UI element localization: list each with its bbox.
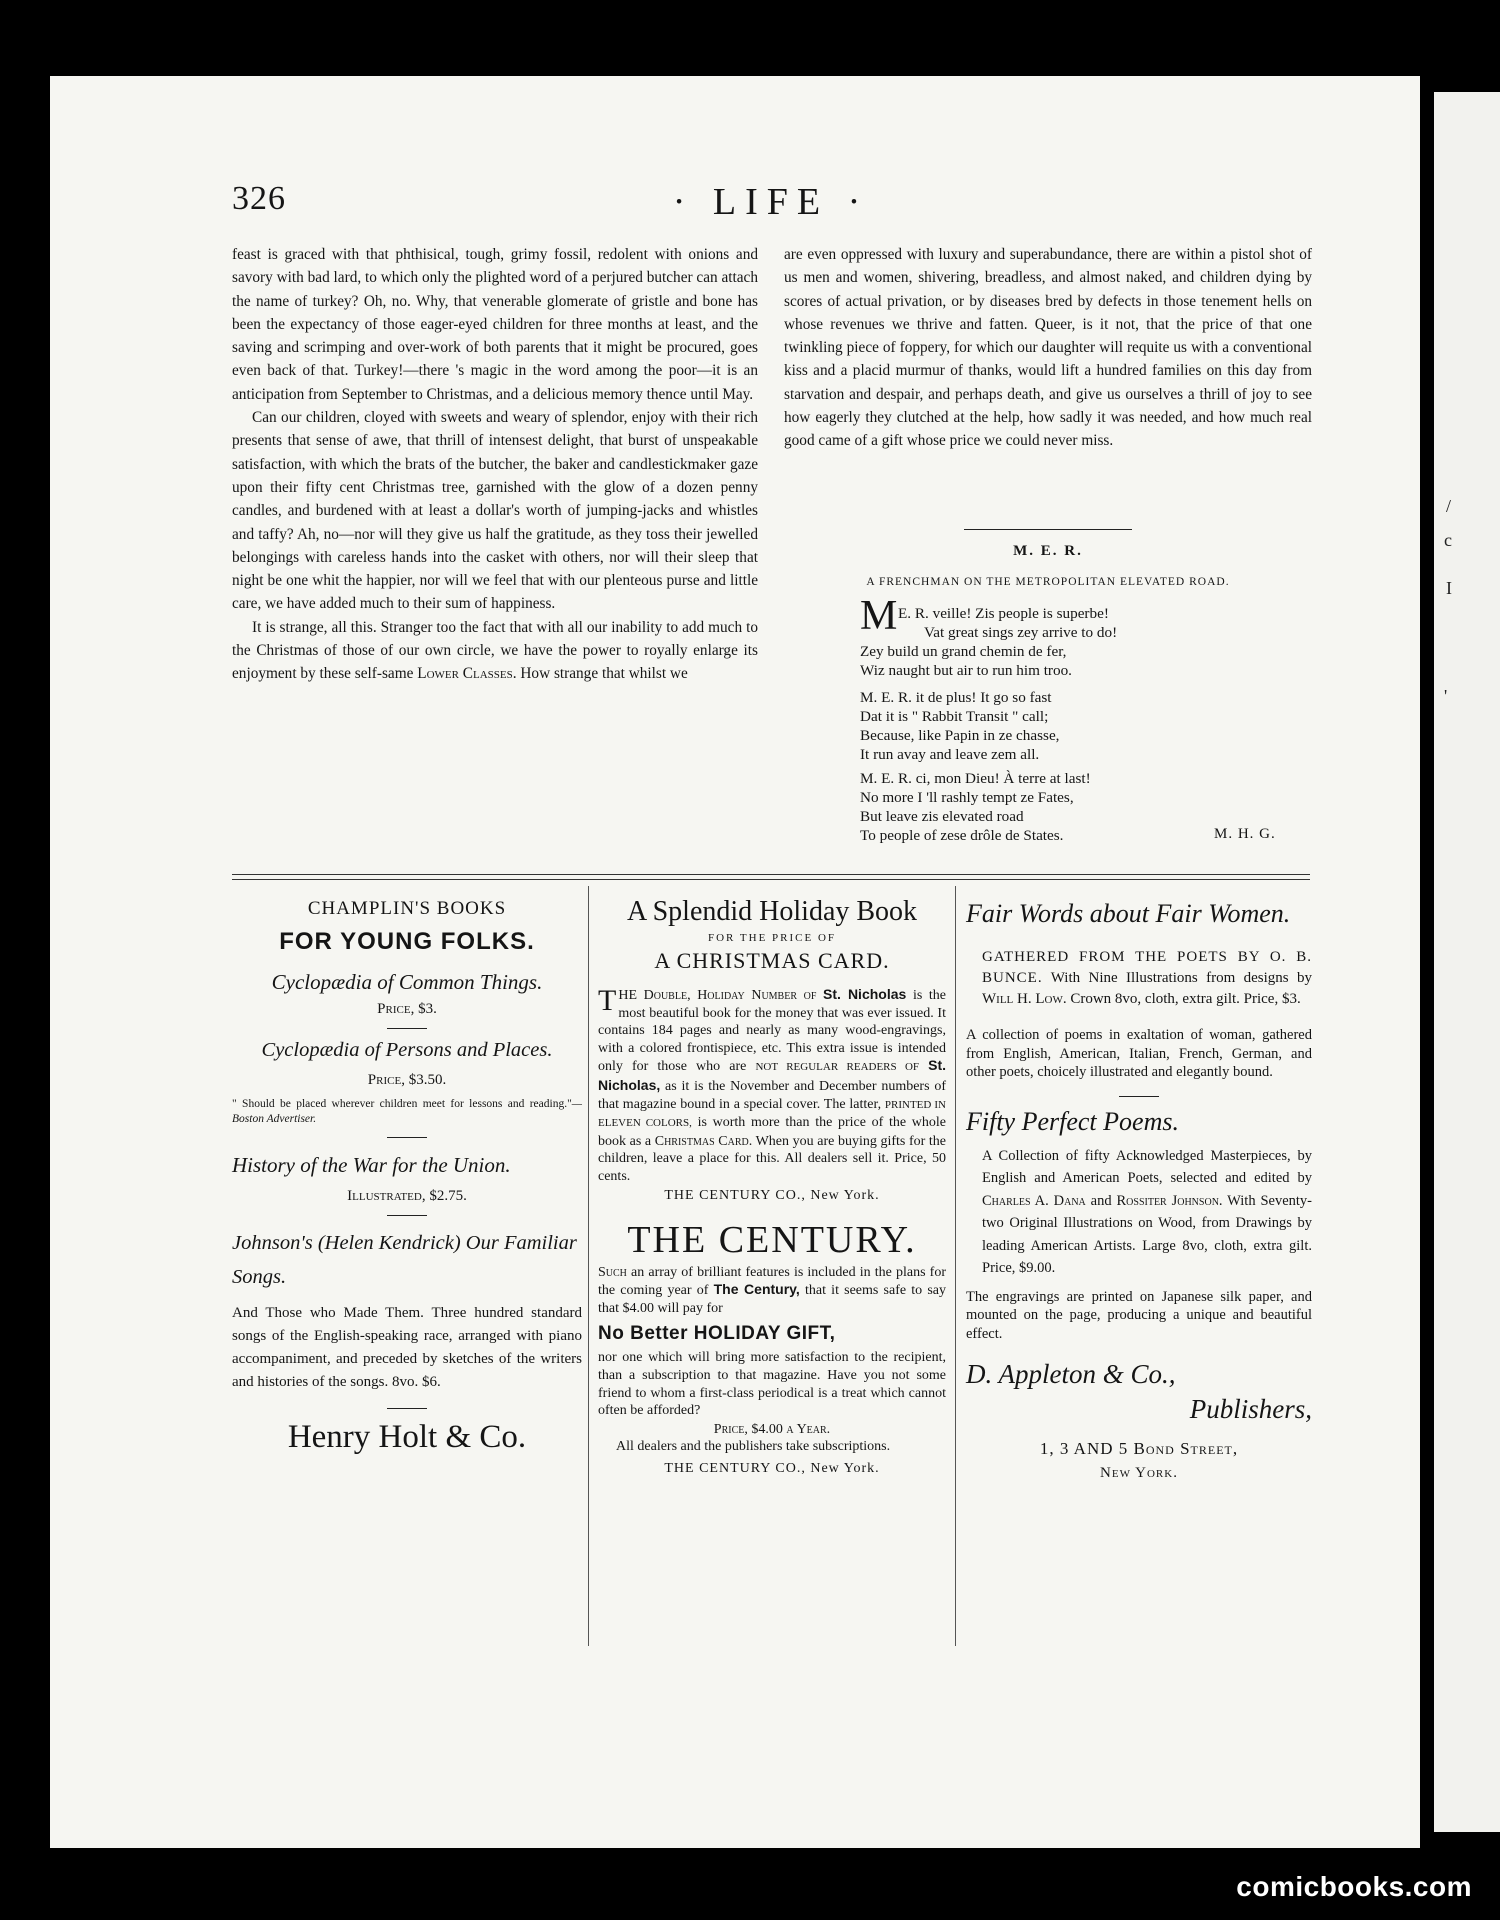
ad-body: Such an array of brilliant features is included in the plans for the coming year of The Century, that it seems safe to say that $4.00 will pay for	[598, 1264, 947, 1316]
book-description: GATHERED FROM THE POETS BY O. B. BUNCE. With Nine Illustrations from designs by Will H. Low. Crown 8vo, cloth, extra gilt. Price, $3.	[982, 949, 1313, 1007]
publisher-label: Publishers,	[1189, 1394, 1312, 1424]
publisher-city: New York.	[1100, 1465, 1178, 1481]
advertisement-appleton	[966, 896, 1312, 1482]
ad-big-title: THE CENTURY.	[627, 1218, 917, 1261]
small-rule	[1119, 1096, 1159, 1097]
book-price: Price, $3.	[377, 1001, 437, 1017]
paragraph: It is strange, all this. Stranger too the fact that with all our inability to add much to the Christmas of those of our own circle, we have the power to royally enlarge its enjoyment by these self-same Lower Classes. How strange that whilst we	[232, 618, 758, 683]
article-right-column	[784, 243, 1312, 453]
section-rule	[964, 529, 1132, 530]
ad-price: Price, $4.00 a Year.	[713, 1421, 831, 1437]
book-description: And Those who Made Them. Three hundred standard songs of the English-speaking race, arranged with piano accompaniment, and preceded by sketches of the writers and histories of the songs. 8vo. $6.	[232, 1305, 582, 1390]
publisher-name: D. Appleton & Co.,	[966, 1359, 1176, 1389]
column-divider	[955, 886, 956, 1646]
ad-heading: FOR YOUNG FOLKS.	[279, 928, 535, 955]
ad-heading: CHAMPLIN'S BOOKS	[307, 898, 507, 919]
book-description: A Collection of fifty Acknowledged Masterpieces, by English and American Poets, selected and edited by Charles A. Dana and Rossiter Johnson. With Seventy-two Original Illustrations on Wood, from Drawings by leading American Artists. Large 8vo, cloth, extra gilt. Price, $9.00.	[982, 1147, 1313, 1276]
poem-stanza: M. E. R. it de plus! It go so fast Dat it is " Rabbit Transit " call; Because, like Papin in ze chasse, It run avay and leave zem all.	[860, 689, 1060, 763]
book-title: Cyclopædia of Common Things.	[271, 970, 543, 994]
ad-subheading: FOR THE PRICE OF	[707, 932, 837, 944]
ad-headline: A Splendid Holiday Book	[626, 896, 918, 927]
book-price: Illustrated, $2.75.	[347, 1188, 467, 1204]
ad-subheading: A CHRISTMAS CARD.	[654, 948, 890, 973]
book-price: Price, $3.50.	[367, 1072, 447, 1088]
poem-signature: M. H. G.	[1214, 826, 1276, 842]
column-divider	[588, 886, 589, 1646]
next-page-edge: / c I '	[1434, 92, 1500, 1832]
ad-body: nor one which will bring more satisfaction to the recipient, than a subscription to that magazine. Have you not some friend to whom a first-class periodical is a treat which cannot often be afforded?	[598, 1350, 946, 1419]
small-rule	[387, 1215, 427, 1216]
book-title: Johnson's (Helen Kendrick) Our Familiar Songs.	[232, 1232, 577, 1288]
site-watermark: comicbooks.com	[1236, 1871, 1472, 1902]
publisher-name: Henry Holt & Co.	[287, 1419, 527, 1455]
paragraph: Can our children, cloyed with sweets and weary of splendor, enjoy with their rich presents that sense of awe, that thrill of intensest delight, that burst of unspeakable satisfaction, with which the brats of the butcher, the baker and candlestickmaker gaze upon their fifty cent Christmas tree, garnished with the glow of a dozen penny candles, and burdened with at least a dollar's worth of jumping-jacks and whistles and taffy? Ah, no—nor will they give us half the gratitude, as they toss their jewelled belongings with careless hands into the casket with others, nor will their sleep that night be one whit the happier, nor will we feel that with our plenteous purse and little care, we have added much to their sum of happiness.	[232, 409, 758, 613]
small-rule	[387, 1137, 427, 1138]
poem-subtitle: A FRENCHMAN ON THE METROPOLITAN ELEVATED ROAD.	[866, 576, 1230, 588]
book-title: Fifty Perfect Poems.	[966, 1106, 1179, 1136]
ad-callout: No Better HOLIDAY GIFT,	[598, 1323, 836, 1345]
book-description: The engravings are printed on Japanese silk paper, and mounted on the page, producing a unique and beautiful effect.	[966, 1288, 1312, 1342]
page-header	[232, 180, 1310, 226]
poem-stanza: M. E. R. ci, mon Dieu! À terre at last! No more I 'll rashly tempt ze Fates, But leave zis elevated road To people of zese drôle de States.	[860, 770, 1091, 844]
divider	[232, 874, 1310, 875]
book-title: History of the War for the Union.	[232, 1153, 511, 1177]
ad-body: THE Double, Holiday Number of St. Nicholas is the most beautiful book for the money that was ever issued. It contains 184 pages and nearly as many wood-engravings, with a colored frontispiece, etc. This extra issue is intended only for those who are NOT REGULAR READERS OF St. Nicholas, as it is the November and December numbers of that magazine bound in a special cover. The latter, PRINTED IN ELEVEN COLORS, is worth more than the price of the whole book as a Christmas Card. When you are buying gifts for the children, leave a place for this. All dealers sell it. Price, 50 cents.	[598, 984, 947, 1184]
book-title: Cyclopædia of Persons and Places.	[261, 1039, 553, 1061]
poem-drop-cap: M	[860, 593, 898, 639]
poem-stanza: E. R. veille! Zis people is superbe! Vat great sings zey arrive to do! Zey build un grand chemin de fer, Wiz naught but air to run him troo.	[860, 605, 1118, 679]
book-title: Fair Words about Fair Women.	[966, 899, 1291, 928]
article-left-column	[232, 243, 758, 686]
ad-publisher: THE CENTURY CO., New York.	[664, 1461, 880, 1477]
paragraph: are even oppressed with luxury and superabundance, there are within a pistol shot of us men and women, shivering, breadless, and almost naked, and children dying by scores of actual privation, or by diseases bred by defects in those tenement hells on whose revenues we thrive and fatten. Queer, is it not, that the price of that one twinkling piece of foppery, for which our daughter will requite us with a conventional kiss and a placid murmur of thanks, would lift a hundred families on this day from starvation and despair, and perhaps death, and give us ourselves a thrill of joy to see how eagerly they clutched at the help, how sadly it was needed, and how much real good came of a gift whose price we could never miss.	[784, 246, 1312, 450]
book-description: A collection of poems in exaltation of woman, gathered from English, American, Italian, French, German, and other poets, choicely illustrated and elegantly bound.	[966, 1027, 1312, 1080]
book-review: " Should be placed wherever children meet for lessons and reading."—Boston Advertiser.	[232, 1098, 582, 1125]
masthead-title: · LIFE ·	[672, 181, 870, 223]
advertisement-century	[598, 896, 946, 1477]
poem-title: M. E. R.	[1013, 543, 1083, 559]
small-rule	[387, 1028, 427, 1029]
publisher-address: 1, 3 AND 5 Bond Street,	[1039, 1439, 1239, 1458]
page-number: 326	[232, 180, 286, 217]
paragraph: feast is graced with that phthisical, tough, grimy fossil, redolent with onions and savory with bad lard, to which only the plighted word of a perjured butcher can attach the name of turkey? Oh, no. Why, that venerable glomerate of gristle and bone has been the expectancy of those eager-eyed children for three months at least, and the saving and scrimping and over-work of both parents that it might be procured, goes even back of that. Turkey!—there 's magic in the word among the poor—it is an anticipation from September to Christmas, and a delicious memory thence until May.	[232, 246, 758, 403]
small-rule	[387, 1408, 427, 1409]
ad-body: All dealers and the publishers take subscriptions.	[616, 1438, 891, 1454]
ad-publisher: THE CENTURY CO., New York.	[664, 1187, 880, 1203]
divider	[232, 879, 1310, 880]
advertisement-holt	[232, 898, 582, 1456]
